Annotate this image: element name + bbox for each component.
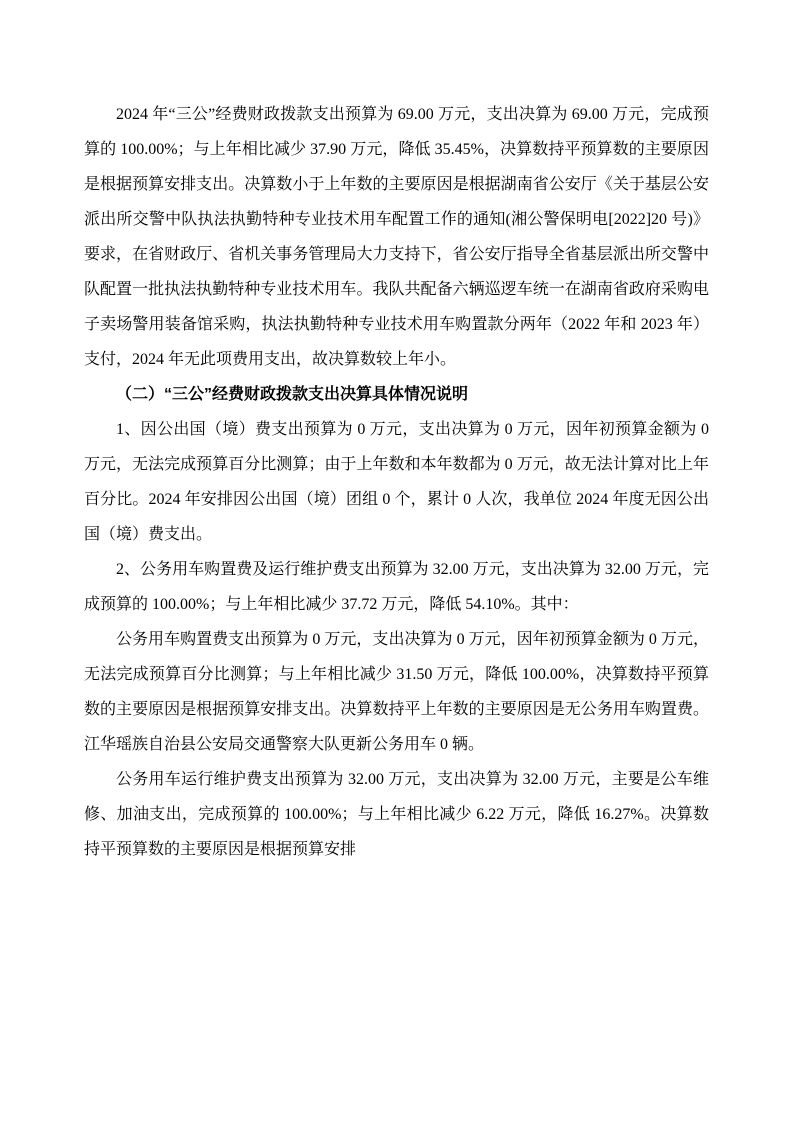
document-content: [84, 97, 709, 867]
paragraph-sangong-summary: 2024 年“三公”经费财政拨款支出预算为 69.00 万元，支出决算为 69.00 万元，完成预算的 100.00%；与上年相比减少 37.90 万元，降低 35.45%，决算数持平预算数的主要原因是根据预算安排支出。决算数小于上年数的主要原因是根据湖南省公安厅《关于基层公安派出所交警中队执法执勤特种专业技术用车配置工作的通知(湘公警保明电[2022]20 号)》要求，在省财政厅、省机关事务管理局大力支持下，省公安厅指导全省基层派出所交警中队配置一批执法执勤特种专业技术用车。我队共配备六辆巡逻车统一在湖南省政府采购电子卖场警用装备馆采购，执法执勤特种专业技术用车购置款分两年（2022 年和 2023 年）支付，2024 年无此项费用支出，故决算数较上年小。: [84, 106, 709, 368]
paragraph-vehicle-total: 2、公务用车购置费及运行维护费支出预算为 32.00 万元，支出决算为 32.00 万元，完成预算的 100.00%；与上年相比减少 37.72 万元，降低 54.10%。其中：: [84, 561, 709, 613]
paragraph-vehicle-operation: 公务用车运行维护费支出预算为 32.00 万元，支出决算为 32.00 万元，主要是公车维修、加油支出，完成预算的 100.00%；与上年相比减少 6.22 万元，降低 16.27%。决算数持平预算数的主要原因是根据预算安排: [84, 771, 709, 858]
paragraph-vehicle-purchase: 公务用车购置费支出预算为 0 万元，支出决算为 0 万元，因年初预算金额为 0 万元，无法完成预算百分比测算；与上年相比减少 31.50 万元，降低 100.00%，决算数持平预算数的主要原因是根据预算安排支出。决算数持平上年数的主要原因是无公务用车购置费。江华瑶族自治县公安局交通警察大队更新公务用车 0 辆。: [84, 631, 709, 753]
paragraph-abroad-expense: 1、因公出国（境）费支出预算为 0 万元，支出决算为 0 万元，因年初预算金额为 0 万元，无法完成预算百分比测算；由于上年数和本年数都为 0 万元，故无法计算对比上年百分比。2024 年安排因公出国（境）团组 0 个，累计 0 人次，我单位 2024 年度无因公出国（境）费支出。: [84, 421, 709, 543]
heading-section-two: （二）“三公”经费财政拨款支出决算具体情况说明: [116, 386, 469, 403]
